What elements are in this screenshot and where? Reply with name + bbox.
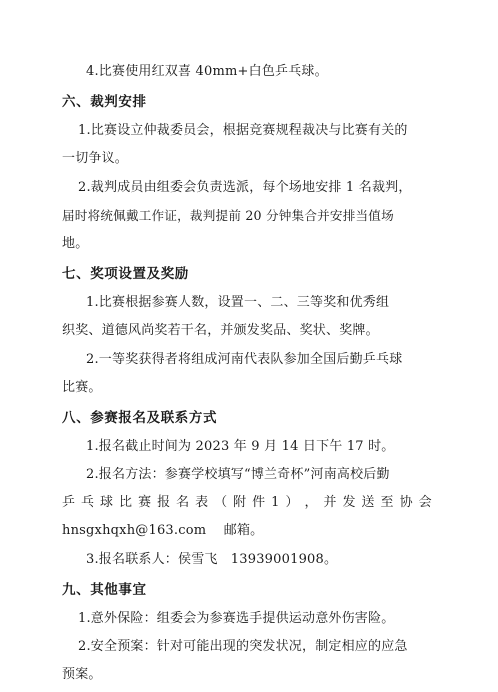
judges-paragraph-2-line-2: 届时将统佩戴工作证，裁判提前 20 分钟集合并安排当值场	[62, 208, 394, 223]
judges-paragraph-1-line-2: 一切争议。	[62, 151, 129, 166]
char: 发	[342, 495, 356, 510]
char: 协	[399, 495, 413, 510]
char: ）	[285, 495, 299, 510]
char: 乓	[81, 495, 95, 510]
char: 会	[418, 495, 432, 510]
awards-paragraph-2-line-2: 比赛。	[62, 380, 102, 395]
char: 球	[100, 495, 114, 510]
registration-paragraph-1: 1.报名截止时间为 2023 年 9 月 14 日下午 17 时。	[86, 439, 395, 454]
char: 件	[252, 495, 266, 510]
char: 附	[233, 495, 247, 510]
char: 并	[323, 495, 337, 510]
char: 送	[361, 495, 375, 510]
paragraph-item4: 4.比赛使用红双喜 40mm+白色乒乓球。	[86, 64, 328, 79]
section-heading-registration: 八、参赛报名及联系方式	[62, 410, 218, 426]
section-heading-awards: 七、奖项设置及奖励	[62, 266, 189, 282]
char: （	[214, 495, 228, 510]
awards-paragraph-1-line-2: 织奖、道德风尚奖若干名，并颁发奖品、奖状、奖牌。	[62, 323, 379, 338]
char: ，	[304, 495, 318, 510]
awards-paragraph-2-line-1: 2.一等奖获得者将组成河南代表队参加全国后勤乒乓球	[86, 352, 403, 367]
registration-paragraph-3: 3.报名联系人：侯雪飞 13939001908。	[86, 552, 338, 567]
section-heading-judges: 六、裁判安排	[62, 94, 147, 110]
char: 乒	[62, 495, 76, 510]
section-heading-other: 九、其他事宜	[62, 582, 147, 598]
char: 名	[176, 495, 190, 510]
registration-paragraph-2-line-2	[62, 495, 432, 511]
char: 至	[380, 495, 394, 510]
judges-paragraph-2-line-3: 地。	[62, 236, 89, 251]
other-paragraph-2-line-2: 预案。	[62, 667, 102, 682]
char: 1	[271, 495, 280, 510]
char: 比	[119, 495, 133, 510]
judges-paragraph-1-line-1: 1.比赛设立仲裁委员会，根据竞赛规程裁决与比赛有关的	[78, 123, 408, 138]
other-paragraph-2-line-1: 2.安全预案：针对可能出现的突发状况，制定相应的应急	[78, 639, 408, 654]
char: 赛	[138, 495, 152, 510]
registration-paragraph-2-line-1: 2.报名方法：参赛学校填写“博兰奇杯”河南高校后勤	[86, 467, 390, 482]
other-paragraph-1: 1.意外保险：组委会为参赛选手提供运动意外伤害险。	[78, 611, 395, 626]
judges-paragraph-2-line-1: 2.裁判成员由组委会负责选派，每个场地安排 1 名裁判，	[78, 180, 412, 195]
char: 报	[157, 495, 171, 510]
char: 表	[195, 495, 209, 510]
awards-paragraph-1-line-1: 1.比赛根据参赛人数，设置一、二、三等奖和优秀组	[86, 295, 390, 310]
registration-paragraph-2-line-3: hnsgxhqxh@163.com 邮箱。	[62, 523, 264, 538]
